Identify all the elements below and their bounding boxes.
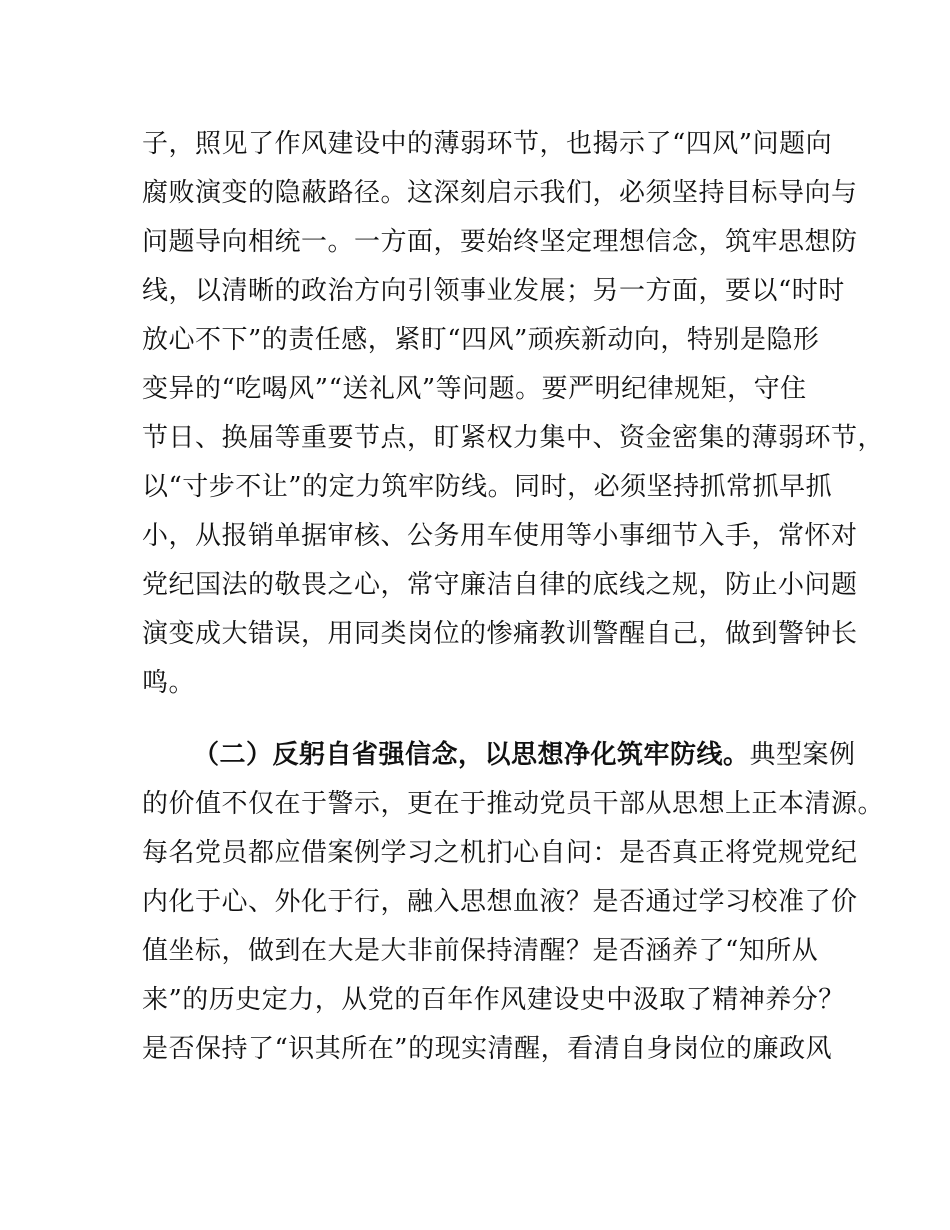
paragraph1-line-2: 腐败演变的隐蔽路径。这深刻启示我们，必须坚持目标导向与 <box>142 178 858 208</box>
paragraph1-line-11: 演变成大错误，用同类岗位的惨痛教训警醒自己，做到警钟长 <box>142 619 858 649</box>
paragraph1-line-10: 党纪国法的敬畏之心，常守廉洁自律的底线之规，防止小问题 <box>142 570 858 600</box>
paragraph2-first-line-rest: 典型案例 <box>749 740 856 770</box>
paragraph1-line-4: 线，以清晰的政治方向引领事业发展；另一方面，要以“时时 <box>142 276 845 306</box>
paragraph2-line-2: 的价值不仅在于警示，更在于推动党员干部从思想上正本清源。 <box>142 789 885 819</box>
paragraph1-line-12: 鸣。 <box>142 668 196 698</box>
paragraph2-line-4: 内化于心、外化于行，融入思想血液？是否通过学习校准了价 <box>142 887 858 917</box>
paragraph1-line-8: 以“寸步不让”的定力筑牢防线。同时，必须坚持抓常抓早抓 <box>142 472 833 502</box>
paragraph1-line-5: 放心不下”的责任感，紧盯“四风”顽疾新动向，特别是隐形 <box>142 325 820 355</box>
paragraph1-line-6: 变异的“吃喝风”“送礼风”等问题。要严明纪律规矩，守住 <box>142 374 807 404</box>
paragraph1-line-1: 子，照见了作风建设中的薄弱环节，也揭示了“四风”问题向 <box>142 129 833 159</box>
paragraph2-line-3: 每名党员都应借案例学习之机扪心自问：是否真正将党规党纪 <box>142 838 858 868</box>
paragraph1-line-7: 节日、换届等重要节点，盯紧权力集中、资金密集的薄弱环节， <box>142 423 885 453</box>
paragraph2-line-7: 是否保持了“识其所在”的现实清醒，看清自身岗位的廉政风 <box>142 1034 833 1064</box>
paragraph2-first-line <box>193 739 873 771</box>
paragraph1-line-9: 小，从报销单据审核、公务用车使用等小事细节入手，常怀对 <box>142 521 858 551</box>
section-heading: （二）反躬自省强信念，以思想净化筑牢防线。 <box>193 740 750 770</box>
paragraph2-line-6: 来”的历史定力，从党的百年作风建设史中汲取了精神养分？ <box>142 985 845 1015</box>
paragraph1-line-3: 问题导向相统一。一方面，要始终坚定理想信念，筑牢思想防 <box>142 227 858 257</box>
paragraph2-line-5: 值坐标，做到在大是大非前保持清醒？是否涵养了“知所从 <box>142 936 819 966</box>
